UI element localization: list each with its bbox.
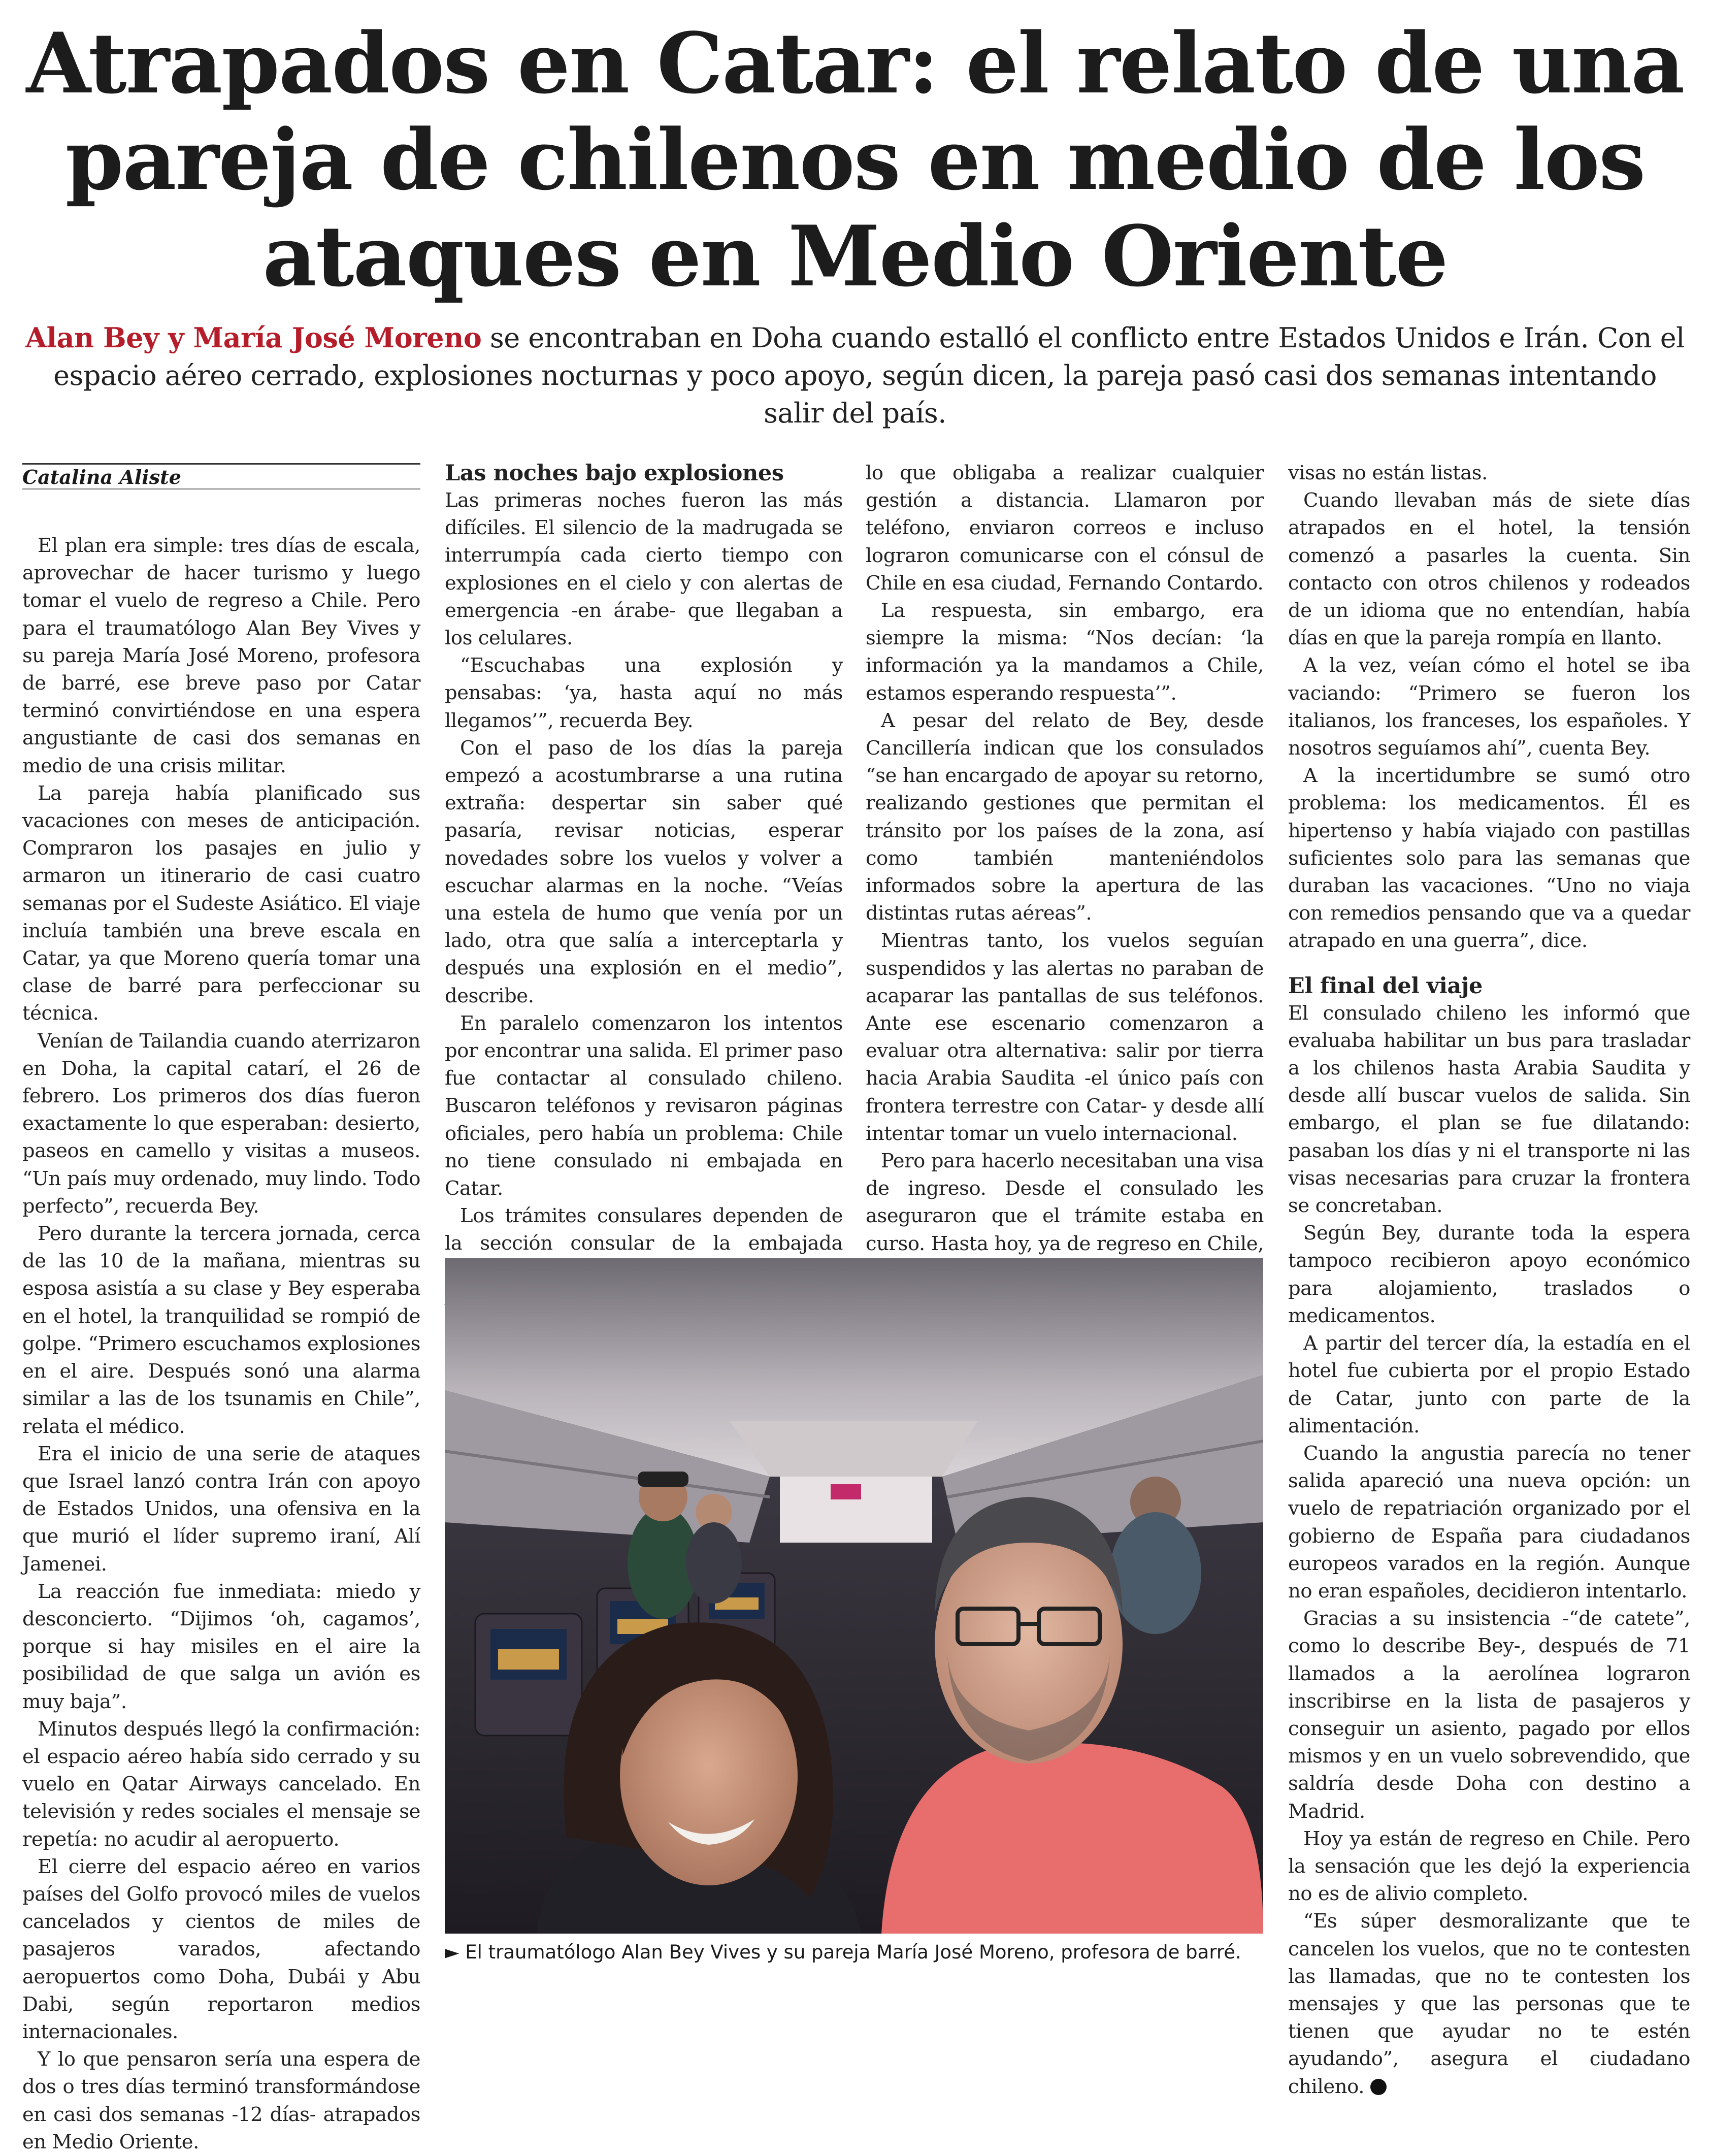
paragraph: El consulado chileno les informó que evaluaba habilitar un bus para trasladar a los chilenos hasta Arabia Saudita y desde allí buscar vuelos de salida. Sin embargo, el plan se fue dilatando: pasaban los días y ni el transporte ni las visas necesarias para cruzar la frontera se concretaban. [1288,1001,1690,1218]
headline-line-1: Atrapados en Catar: el relato de una [26,14,1684,112]
paragraph: La respuesta, sin embargo, era siempre la misma: “Nos decían: ‘la información ya la mandamos a Chile, estamos esperando respuesta’”. [866,599,1264,705]
photo-caption: ► El traumatólogo Alan Bey Vives y su pareja María José Moreno, profesora de barré. [445,1941,1241,1963]
headline-line-3: ataques en Medio Oriente [262,207,1448,305]
paragraph: En paralelo comenzaron los intentos por encontrar una salida. El primer paso fue contactar al consulado chileno. Buscaron teléfonos y revisaron páginas oficiales, pero había un problema: Chile no tiene consulado ni embajada en Catar. [445,1011,843,1200]
lead-authors: Alan Bey y María José Moreno [25,321,482,354]
paragraph: A partir del tercer día, la estadía en el hotel fue cubierta por el propio Estado de Catar, junto con parte de la alimentación. [1288,1332,1690,1438]
paragraph: Según Bey, durante toda la espera tampoco recibieron apoyo económico para alojamiento, traslados o medicamentos. [1288,1222,1690,1327]
section-heading: El final del viaje [1288,973,1483,999]
paragraph: “Escuchabas una explosión y pensabas: ‘ya, hasta aquí no más llegamos’”, recuerda Bey. [445,654,843,732]
paragraph: A pesar del relato de Bey, desde Cancillería indican que los consulados “se han encargado de apoyar su retorno, realizando gestiones que permitan el tránsito por los países de la zona, así como también manteniéndolos informados sobre la apertura de las distintas rutas aéreas”. [866,709,1264,925]
byline: Catalina Aliste [22,463,420,489]
paragraph: Era el inicio de una serie de ataques que Israel lanzó contra Irán con apoyo de Estados Unidos, una ofensiva en la que murió el líder supremo iraní, Alí Jamenei. [22,1442,420,1576]
paragraph: A la incertidumbre se sumó otro problema: los medicamentos. Él es hipertenso y había viajado con pastillas suficientes solo para las semanas que duraban las vacaciones. “Uno no viaja con remedios pensando que va a quedar atrapado en una guerra”, dice. [1288,764,1690,953]
paragraph: Mientras tanto, los vuelos seguían suspendidos y las alertas no paraban de acaparar las pantallas de sus teléfonos. Ante ese escenario comenzaron a evaluar otra alternativa: salir por tierra hacia Arabia Saudita -el único país con frontera terrestre con Catar- y desde allí intentar tomar un vuelo internacional. [866,929,1264,1145]
airplane-cabin-selfie-illustration [445,1258,1263,1934]
paragraph: El cierre del espacio aéreo en varios países del Golfo provocó miles de vuelos cancelados y cientos de miles de pasajeros varados, afectando aeropuertos como Doha, Dubái y Abu Dabi, según reportaron medios internacionales. [22,1855,420,2043]
paragraph: Los trámites consulares dependen de la sección consular de la embajada [445,1204,843,1255]
paragraph: Cuando la angustia parecía no tener salida apareció una nueva opción: un vuelo de repatriación organizado por el gobierno de España para ciudadanos europeos varados en la región. Aunque no eran españoles, decidieron intentarlo. [1288,1442,1690,1603]
paragraph: La pareja había planificado sus vacaciones con meses de anticipación. Compraron los pasajes en julio y armaron un itinerario de casi cuatro semanas por el Sudeste Asiático. El viaje incluía también una breve escala en Catar, ya que Moreno quería tomar una clase de barré para perfeccionar su técnica. [22,781,420,1025]
lead-paragraph [20,319,1690,432]
paragraph: Venían de Tailandia cuando aterrizaron en Doha, la capital catarí, el 26 de febrero. Los primeros dos días fueron exactamente lo que esperaban: desierto, paseos en camello y visitas a museos. “Un país muy ordenado, muy lindo. Todo perfecto”, recuerda Bey. [22,1029,420,1218]
paragraph: Gracias a su insistencia -“de catete”, como lo describe Bey-, después de 71 llamados a la aerolínea lograron inscribirse en la lista de pasajeros y conseguir un asiento, pagado por ellos mismos y en un vuelo sobrevendido, que saldría desde Doha con destino a Madrid. [1288,1607,1690,1823]
column-3 [866,460,1264,1285]
paragraph: Con el paso de los días la pareja empezó a acostumbrarse a una rutina extraña: despertar sin saber qué pasaría, revisar noticias, esperar novedades sobre los vuelos y volver a escuchar alarmas en la noche. “Veías una estela de humo que venía por un lado, otra que salía a interceptarla y después una explosión en el medio”, describe. [445,736,843,1007]
end-mark-icon [1370,2079,1387,2095]
article-photo [445,1258,1263,1934]
paragraph [1288,1908,1690,2100]
final-paragraph-text: “Es súper desmoralizante que te cancelen los vuelos, que no te contesten las llamadas, que no te contesten los mensajes y que las personas que te tienen que ayudar no te estén ayudando”, asegura el ciudadano chileno. [1288,1910,1690,2098]
section-heading: Las noches bajo explosiones [445,461,784,486]
paragraph: Las primeras noches fueron las más difíciles. El silencio de la madrugada se interrumpía cada cierto tiempo con explosiones en el cielo y con alertas de emergencia -en árabe- que llegaban a los celulares. [445,489,843,650]
paragraph: Minutos después llegó la confirmación: el espacio aéreo había sido cerrado y su vuelo en Qatar Airways cancelado. En televisión y redes sociales el mensaje se repetía: no acudir al aeropuerto. [22,1717,420,1851]
paragraph: lo que obligaba a realizar cualquier gestión a distancia. Llamaron por teléfono, enviaron correos e incluso lograron comunicarse con el cónsul de Chile en esa ciudad, Fernando Contardo. [866,462,1264,595]
lead-text: se encontraban en Doha cuando estalló el conflicto entre Estados Unidos e Irán. Con el espacio aéreo cerrado, explosiones nocturnas y poco apoyo, según dicen, la pareja pasó casi dos semanas intentando salir del país. [53,322,1685,429]
column-1 [22,532,420,2156]
paragraph: Y lo que pensaron sería una espera de dos o tres días terminó transformándose en casi dos semanas -12 días- atrapados en Medio Oriente. [22,2048,420,2153]
paragraph: visas no están listas. [1288,462,1488,484]
headline-line-2: pareja de chilenos en medio de los [65,111,1645,209]
column-2 [445,460,843,1313]
paragraph: Pero para hacerlo necesitaban una visa de ingreso. Desde el consulado les aseguraron que el trámite estaba en curso. Hasta hoy, ya de regreso en Chile, [866,1150,1264,1255]
paragraph: A la vez, veían cómo el hotel se iba vaciando: “Primero se fueron los italianos, los franceses, los españoles. Y nosotros seguíamos ahí”, cuenta Bey. [1288,654,1690,760]
paragraph: Cuando llevaban más de siete días atrapados en el hotel, la tensión comenzó a pasarles la cuenta. Sin contacto con otros chilenos y rodeados de un idioma que no entendían, había días en que la pareja rompía en llanto. [1288,489,1690,650]
column-4 [1288,460,1690,2101]
paragraph: Hoy ya están de regreso en Chile. Pero la sensación que les dejó la experiencia no es de alivio completo. [1288,1827,1690,1906]
paragraph: La reacción fue inmediata: miedo y desconcierto. “Dijimos ‘oh, cagamos’, porque si hay misiles en el aire la posibilidad de que salga un avión es muy baja”. [22,1580,420,1713]
paragraph: Pero durante la tercera jornada, cerca de las 10 de la mañana, mientras su esposa asistía a su clase y Bey esperaba en el hotel, la tranquilidad se rompió de golpe. “Primero escuchamos explosiones en el aire. Después sonó una alarma similar a las de los tsunamis en Chile”, relata el médico. [22,1222,420,1438]
headline [0,15,1710,305]
paragraph: El plan era simple: tres días de escala, aprovechar de hacer turismo y luego tomar el vuelo de regreso a Chile. Pero para el traumatólogo Alan Bey Vives y su pareja María José Moreno, profesora de barré, ese breve paso por Catar terminó convirtiéndose en una espera angustiante de casi dos semanas en medio de una crisis militar. [22,534,420,777]
